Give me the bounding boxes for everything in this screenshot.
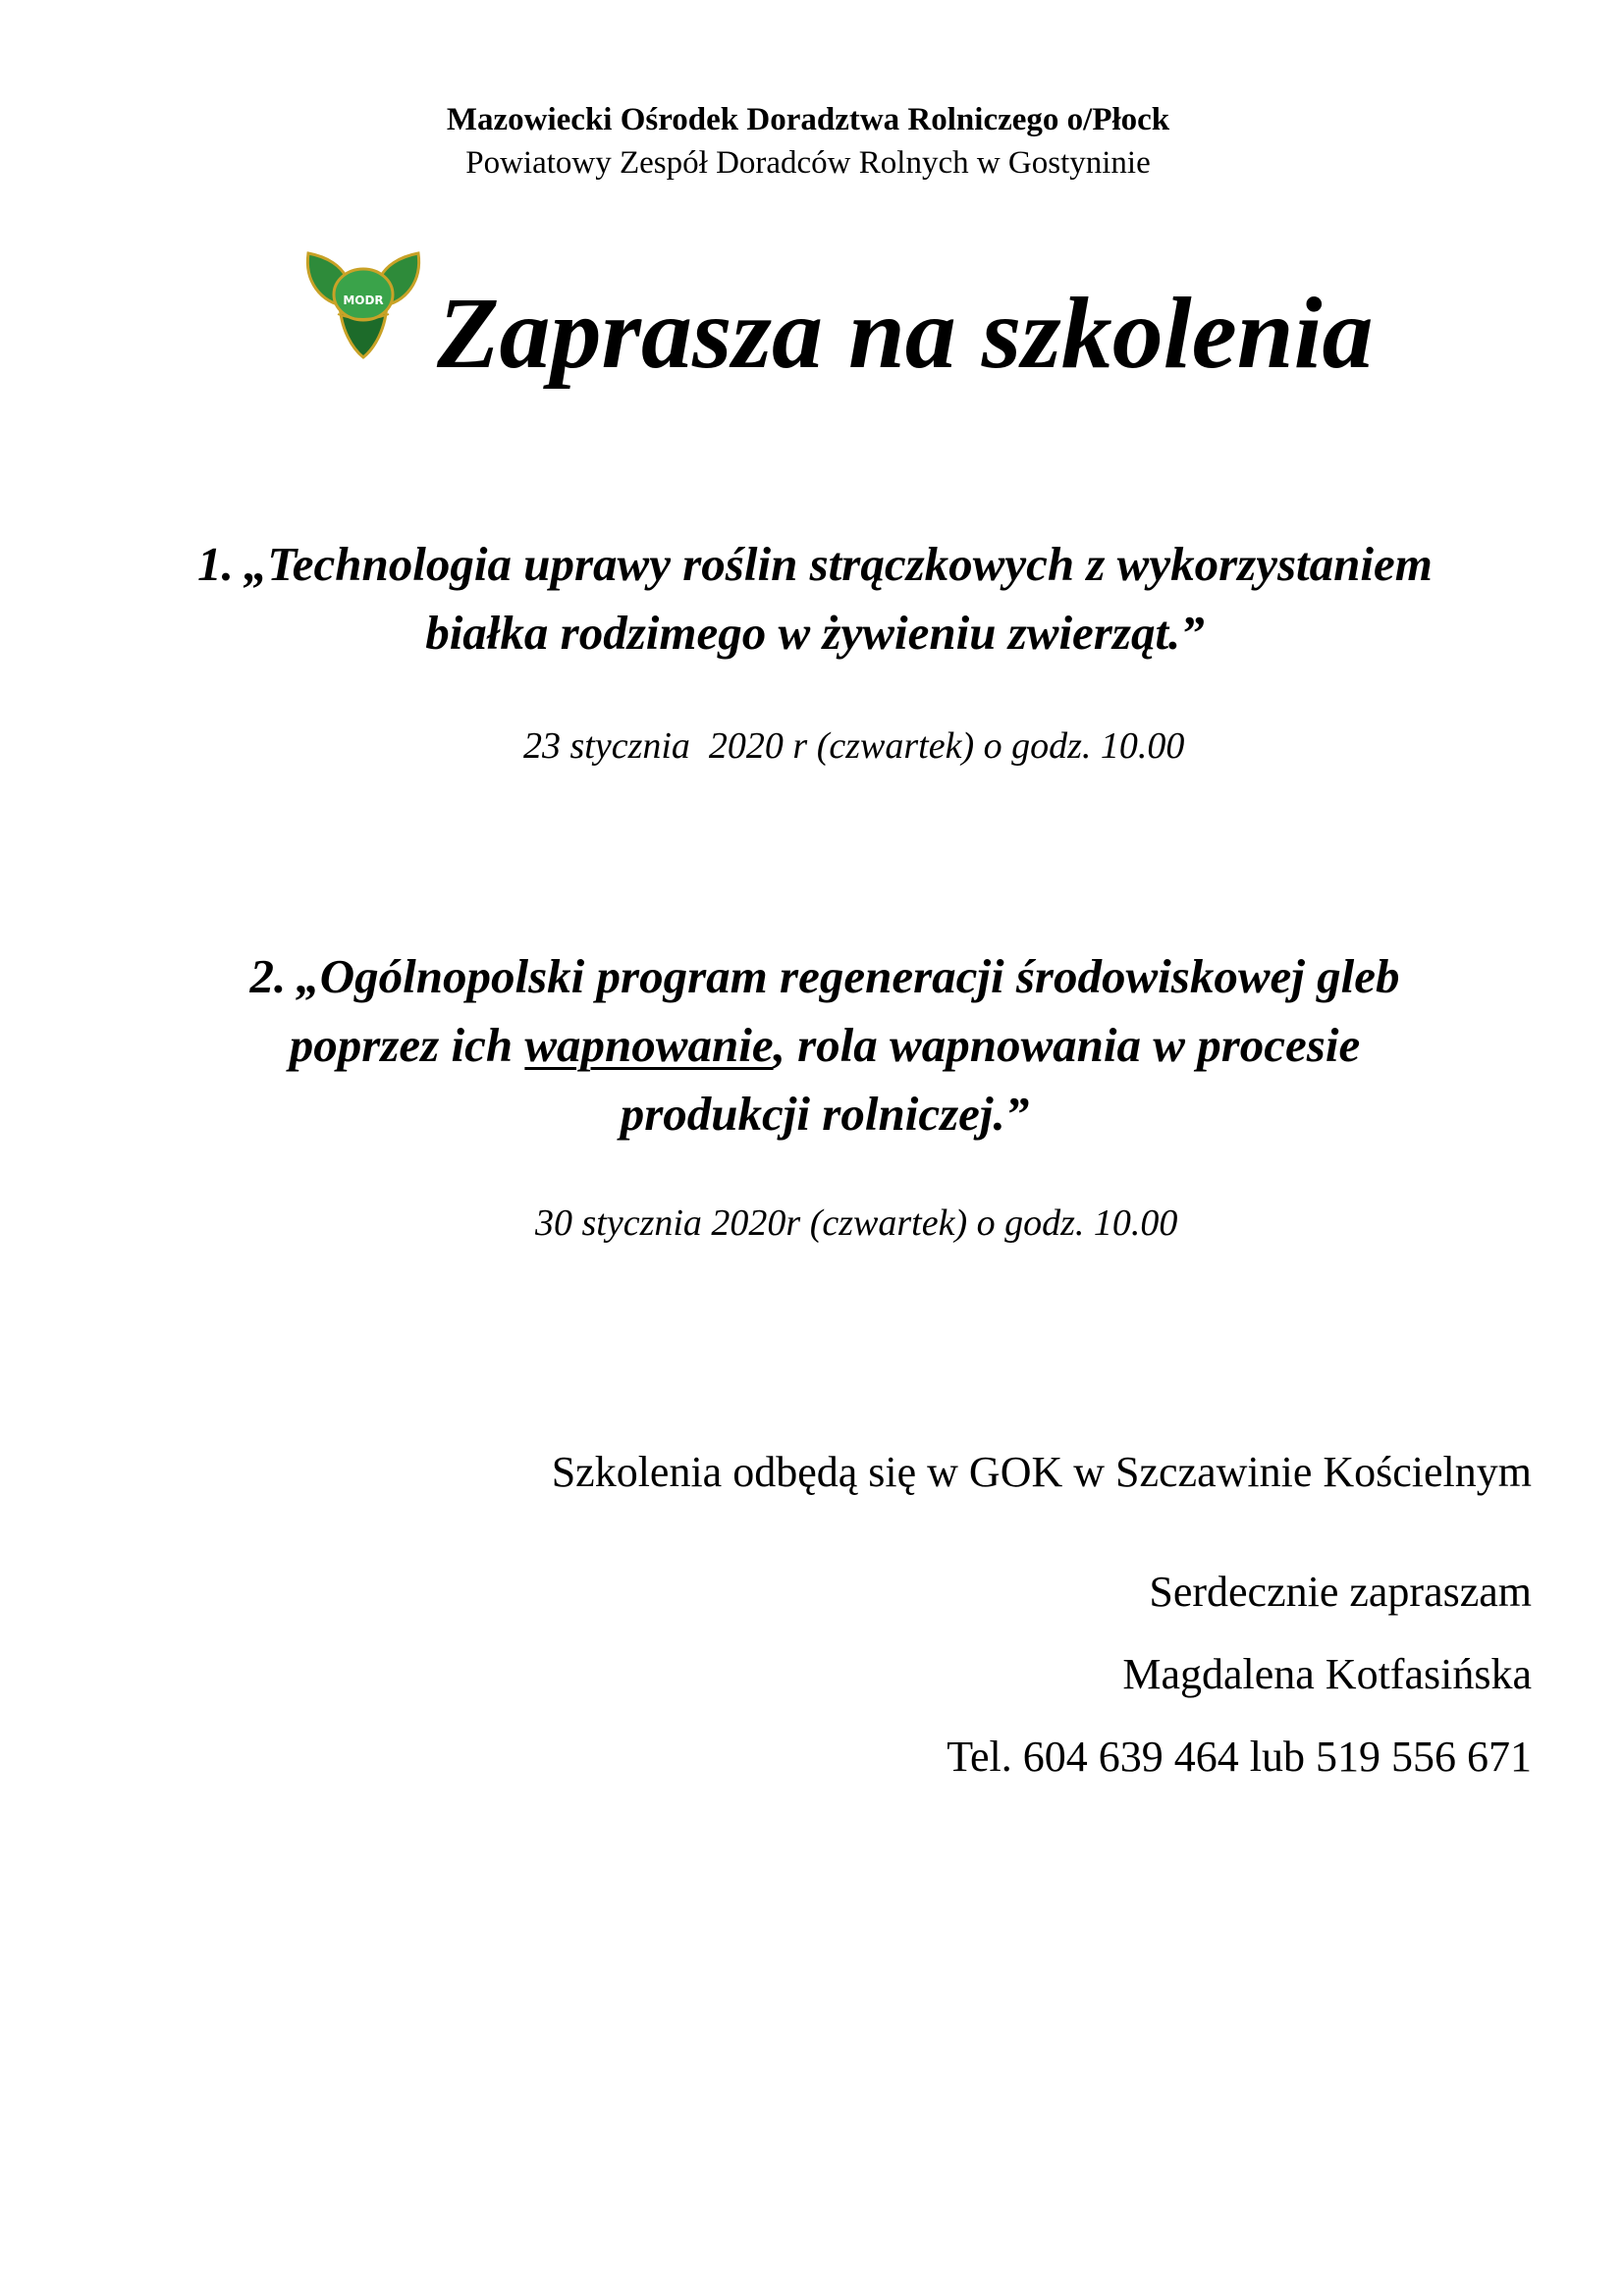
modr-logo-icon — [300, 241, 426, 359]
page-title: Zaprasza na szkolenia — [437, 277, 1374, 390]
modr-logo-svg — [300, 241, 426, 359]
training-1-line-1 — [59, 530, 1571, 599]
training-2-line-2 — [79, 1011, 1571, 1080]
training-item-2 — [79, 942, 1571, 1148]
training-2-line-1 — [79, 942, 1571, 1011]
document-header — [0, 98, 1624, 185]
training-2-title-part-1: „Ogólnopolski program regeneracji środowiskowej gleb — [296, 949, 1400, 1003]
training-1-line-2: białka rodzimego w żywieniu zwierząt.” — [425, 606, 1205, 660]
training-2-line-3: produkcji rolniczej.” — [620, 1087, 1030, 1141]
location-note: Szkolenia odbędą się w GOK w Szczawinie Kościelnym — [551, 1448, 1532, 1496]
unit-name: Powiatowy Zespół Doradców Rolnych w Gostyninie — [465, 145, 1151, 181]
signature-name: Magdalena Kotfasińska — [1122, 1650, 1532, 1698]
training-2-number: 2. — [249, 949, 287, 1003]
training-2-date: 30 stycznia 2020r (czwartek) o godz. 10.00 — [535, 1202, 1178, 1244]
training-1-date: 23 stycznia 2020 r (czwartek) o godz. 10.00 — [523, 725, 1185, 767]
training-1-title-part-1: „Technologia uprawy roślin strączkowych z wykorzystaniem — [243, 537, 1433, 591]
organization-name: Mazowiecki Ośrodek Doradztwa Rolniczego o/Płock — [446, 102, 1170, 137]
training-1-number: 1. — [197, 537, 234, 591]
training-2-underlined-word: wapnowanie — [524, 1018, 774, 1072]
training-item-1 — [59, 530, 1571, 667]
logo-text: MODR — [343, 294, 384, 307]
greeting: Serdecznie zapraszam — [1149, 1568, 1532, 1616]
training-2-title-part-2b: , rola wapnowania w procesie — [773, 1018, 1361, 1072]
training-2-title-part-2a: poprzez ich — [289, 1018, 525, 1072]
contact-phone: Tel. 604 639 464 lub 519 556 671 — [947, 1733, 1532, 1781]
